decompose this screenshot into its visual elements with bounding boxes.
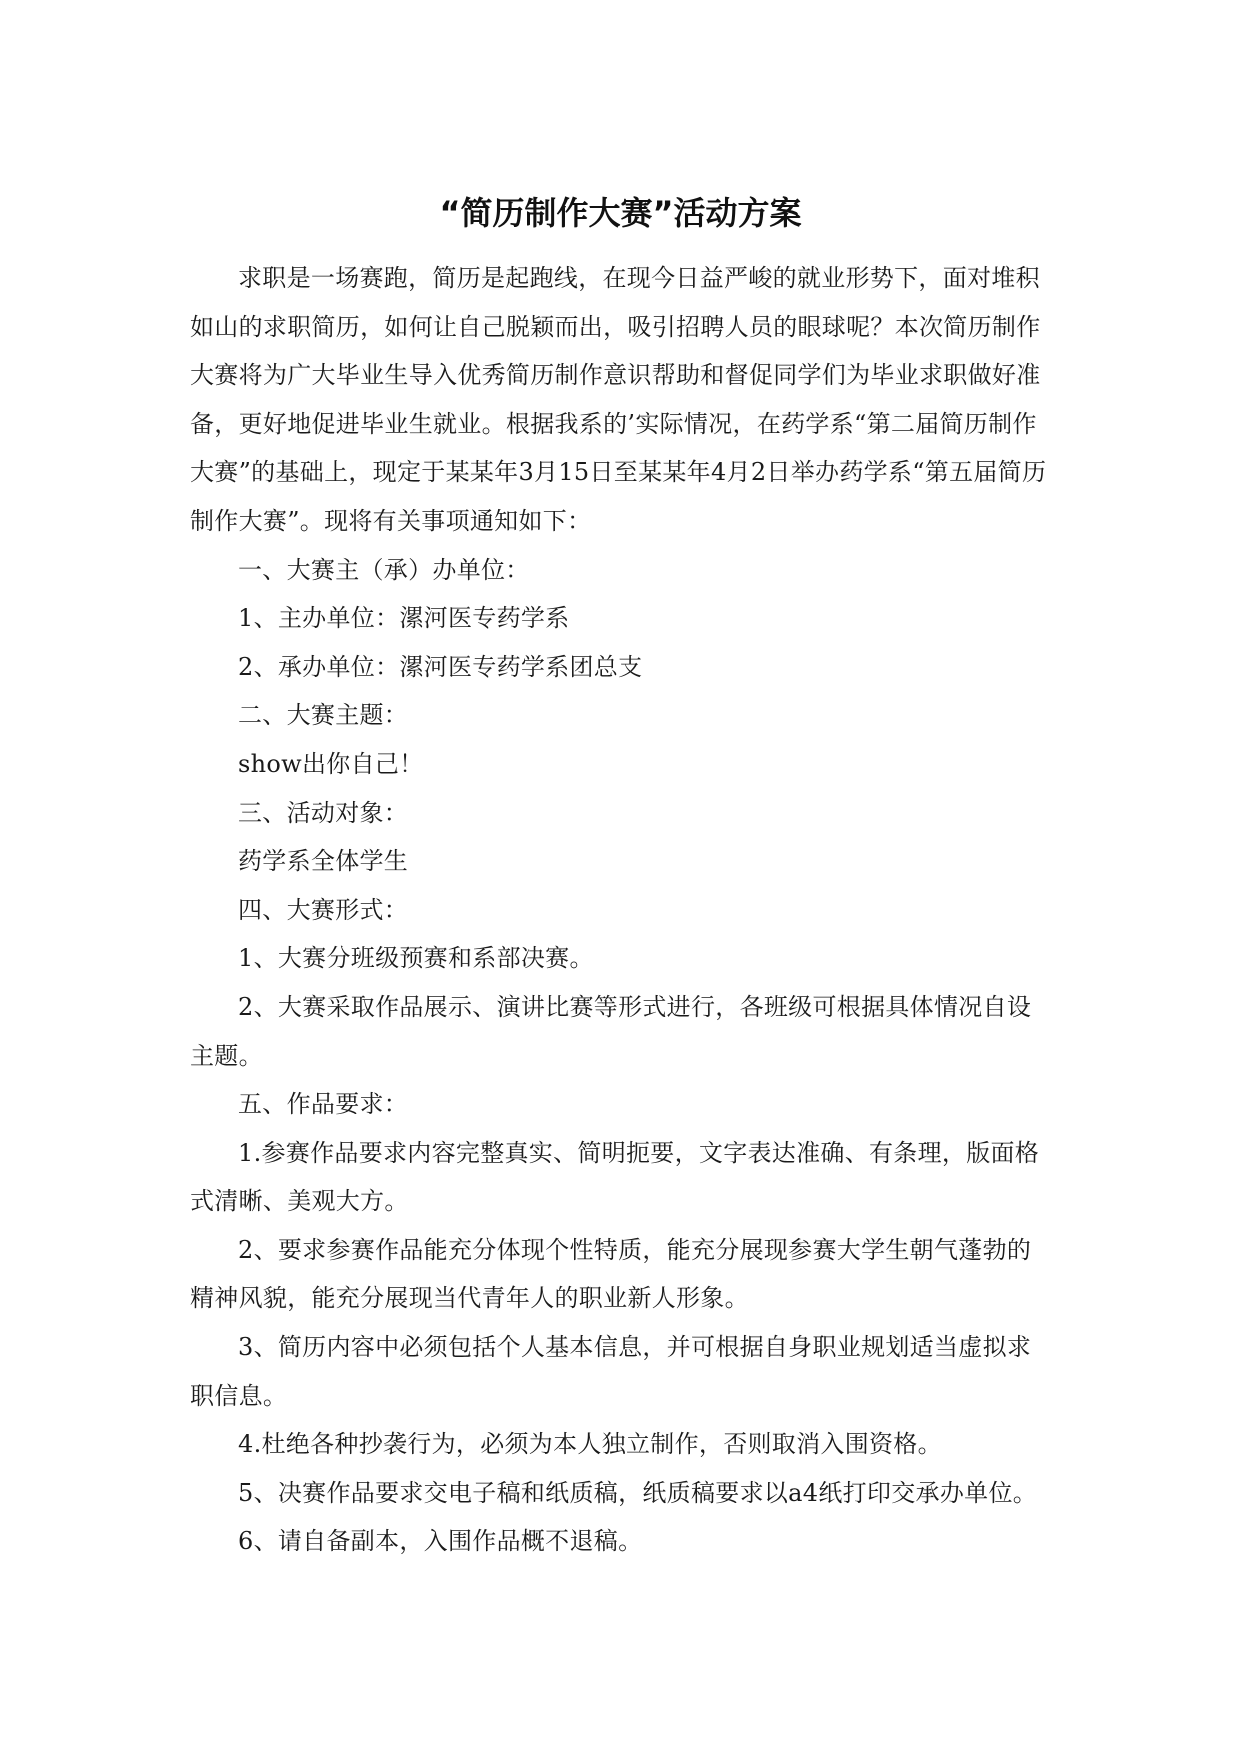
list-item: 4.杜绝各种抄袭行为，必须为本人独立制作，否则取消入围资格。 bbox=[238, 1430, 942, 1459]
list-item: 5、决赛作品要求交电子稿和纸质稿，纸质稿要求以a4纸打印交承办单位。 bbox=[238, 1478, 1038, 1507]
section-heading-format: 四、大赛形式： bbox=[238, 895, 409, 924]
list-item: 1.参赛作品要求内容完整真实、简明扼要，文字表达准确、有条理，版面格式清晰、美观大方。 bbox=[190, 1138, 1040, 1216]
list-item: 2、要求参赛作品能充分体现个性特质，能充分展现参赛大学生朝气蓬勃的精神风貌，能充分展现当代青年人的职业新人形象。 bbox=[190, 1235, 1032, 1313]
list-item: 1、主办单位：漯河医专药学系 bbox=[238, 604, 570, 633]
list-item: 3、简历内容中必须包括个人基本信息，并可根据自身职业规划适当虚拟求职信息。 bbox=[190, 1333, 1032, 1410]
list-item: 2、承办单位：漯河医专药学系团总支 bbox=[238, 652, 643, 681]
list-item: 1、大赛分班级预赛和系部决赛。 bbox=[238, 944, 594, 973]
section-heading-organizers: 一、大赛主（承）办单位： bbox=[238, 555, 530, 584]
document-body bbox=[190, 254, 1050, 1566]
participants-text: 药学系全体学生 bbox=[238, 847, 409, 876]
section-heading-participants: 三、活动对象： bbox=[238, 798, 409, 827]
document-title: “简历制作大赛”活动方案 bbox=[439, 194, 802, 232]
list-item: 2、大赛采取作品展示、演讲比赛等形式进行，各班级可根据具体情况自设主题。 bbox=[190, 992, 1032, 1070]
theme-text: show出你自己！ bbox=[238, 749, 424, 778]
list-item: 6、请自备副本，入围作品概不退稿。 bbox=[238, 1527, 643, 1556]
intro-paragraph: 求职是一场赛跑，简历是起跑线，在现今日益严峻的就业形势下，面对堆积如山的求职简历，如何让自己脱颖而出，吸引招聘人员的眼球呢？本次简历制作大赛将为广大毕业生导入优秀简历制作意识帮助和督促同学们为毕业求职做好准备，更好地促进毕业生就业。根据我系的’实际情况，在药学系“第二届简历制作大赛”的基础上，现定于某某年3月15日至某某年4月2日举办药学系“第五届简历制作大赛”。现将有关事项通知如下： bbox=[190, 264, 1047, 535]
section-heading-theme: 二、大赛主题： bbox=[238, 701, 409, 730]
section-heading-requirements: 五、作品要求： bbox=[238, 1090, 409, 1119]
